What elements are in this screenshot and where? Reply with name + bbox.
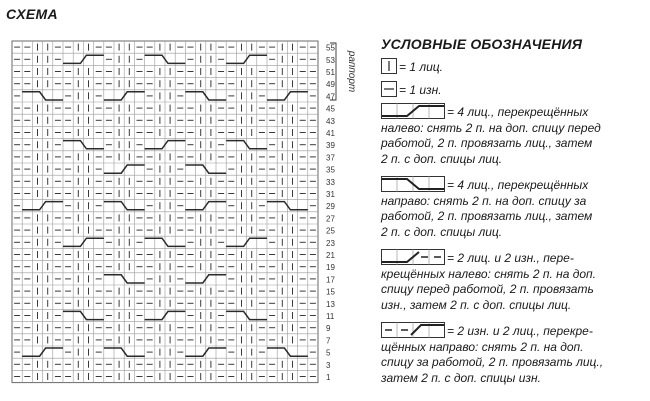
row-number-label: 53 [326, 55, 335, 65]
legend-text-line1: = 4 лиц., перекрещённых [447, 105, 589, 119]
legend-text-line3: работой, 2 п. провязать лиц., затем [381, 136, 593, 150]
legend-text: = 1 изн. [399, 83, 442, 97]
row-number-label: 33 [326, 177, 335, 187]
legend-text-line2: налево: снять 2 п. на доп. спицу перед [381, 120, 601, 135]
row-number-label: 21 [326, 251, 335, 260]
legend-item-knit [381, 58, 443, 76]
legend-text-line3: спицу перед работой, 2 п. провязать [381, 282, 594, 296]
row-number-label: 37 [326, 153, 335, 163]
legend-text-line1: = 2 изн. и 2 лиц., перекре- [447, 324, 593, 338]
row-number-label: 55 [326, 43, 335, 53]
legend-text-line2: крещённых налево: снять 2 п. на доп. [381, 266, 596, 281]
row-number-label: 51 [326, 68, 335, 77]
row-number-label: 3 [326, 360, 331, 370]
legend-text-line4: изн., затем 2 п. с доп. спицы лиц. [381, 297, 572, 312]
row-number-label: 43 [326, 116, 335, 126]
repeat-label: раппорт [346, 50, 357, 93]
cross-2k2p-left-icon [381, 249, 445, 265]
legend-item-cross-4-left [381, 103, 601, 167]
legend-text: = 1 лиц. [399, 60, 443, 74]
legend-item-purl [381, 81, 442, 99]
row-number-label: 49 [326, 80, 335, 90]
row-number-label: 47 [326, 92, 335, 102]
row-number-label: 5 [326, 348, 331, 358]
row-number-label: 23 [326, 238, 335, 248]
legend-item-cross-2k2p-left [381, 249, 596, 313]
legend-item-cross-2p2k-right [381, 322, 603, 386]
row-number-label: 13 [326, 299, 335, 309]
cross-4-left-icon [381, 103, 445, 119]
row-number-label: 35 [326, 165, 335, 175]
cross-2p2k-right-icon [381, 322, 445, 338]
row-number-label: 9 [326, 324, 331, 334]
legend-text-line2: щённых направо: снять 2 п. на доп. [381, 339, 584, 354]
row-number-label: 29 [326, 202, 335, 212]
legend-text-line2: направо: снять 2 п. на доп. спицу за [381, 193, 587, 208]
chart-title: СХЕМА [6, 6, 58, 22]
legend-title: УСЛОВНЫЕ ОБОЗНАЧЕНИЯ [381, 36, 583, 52]
legend-text-line4: затем 2 п. с доп. спицы изн. [381, 370, 541, 385]
row-number-label: 25 [326, 226, 335, 236]
legend-text-line4: 2 п. с доп. спицы лиц. [381, 224, 503, 239]
purl-symbol-icon [381, 81, 397, 97]
legend-item-cross-4-right [381, 176, 592, 240]
row-number-label: 45 [326, 104, 335, 114]
row-number-label: 17 [326, 275, 335, 285]
knit-symbol-icon [381, 58, 397, 74]
row-number-label: 1 [326, 373, 331, 382]
legend-text-line1: = 4 лиц., перекрещённых [447, 178, 589, 192]
row-numbers [326, 44, 335, 382]
row-number-label: 31 [326, 190, 335, 199]
row-number-label: 39 [326, 141, 335, 151]
legend-text-line3: спицу за работой, 2 п. провязать лиц., [381, 355, 604, 369]
legend-text-line4: 2 п. с доп. спицы лиц. [381, 151, 503, 166]
legend-text-line3: работой, 2 п. провязать лиц., затем [381, 209, 593, 223]
row-number-label: 41 [326, 129, 335, 138]
row-number-label: 11 [326, 312, 335, 321]
cross-4-right-icon [381, 176, 445, 192]
row-number-label: 15 [326, 287, 335, 297]
row-number-label: 27 [326, 214, 335, 224]
row-number-label: 7 [326, 336, 331, 346]
chart-grid [12, 41, 318, 383]
row-number-label: 19 [326, 263, 335, 273]
legend-text-line1: = 2 лиц. и 2 изн., пере- [447, 251, 574, 265]
